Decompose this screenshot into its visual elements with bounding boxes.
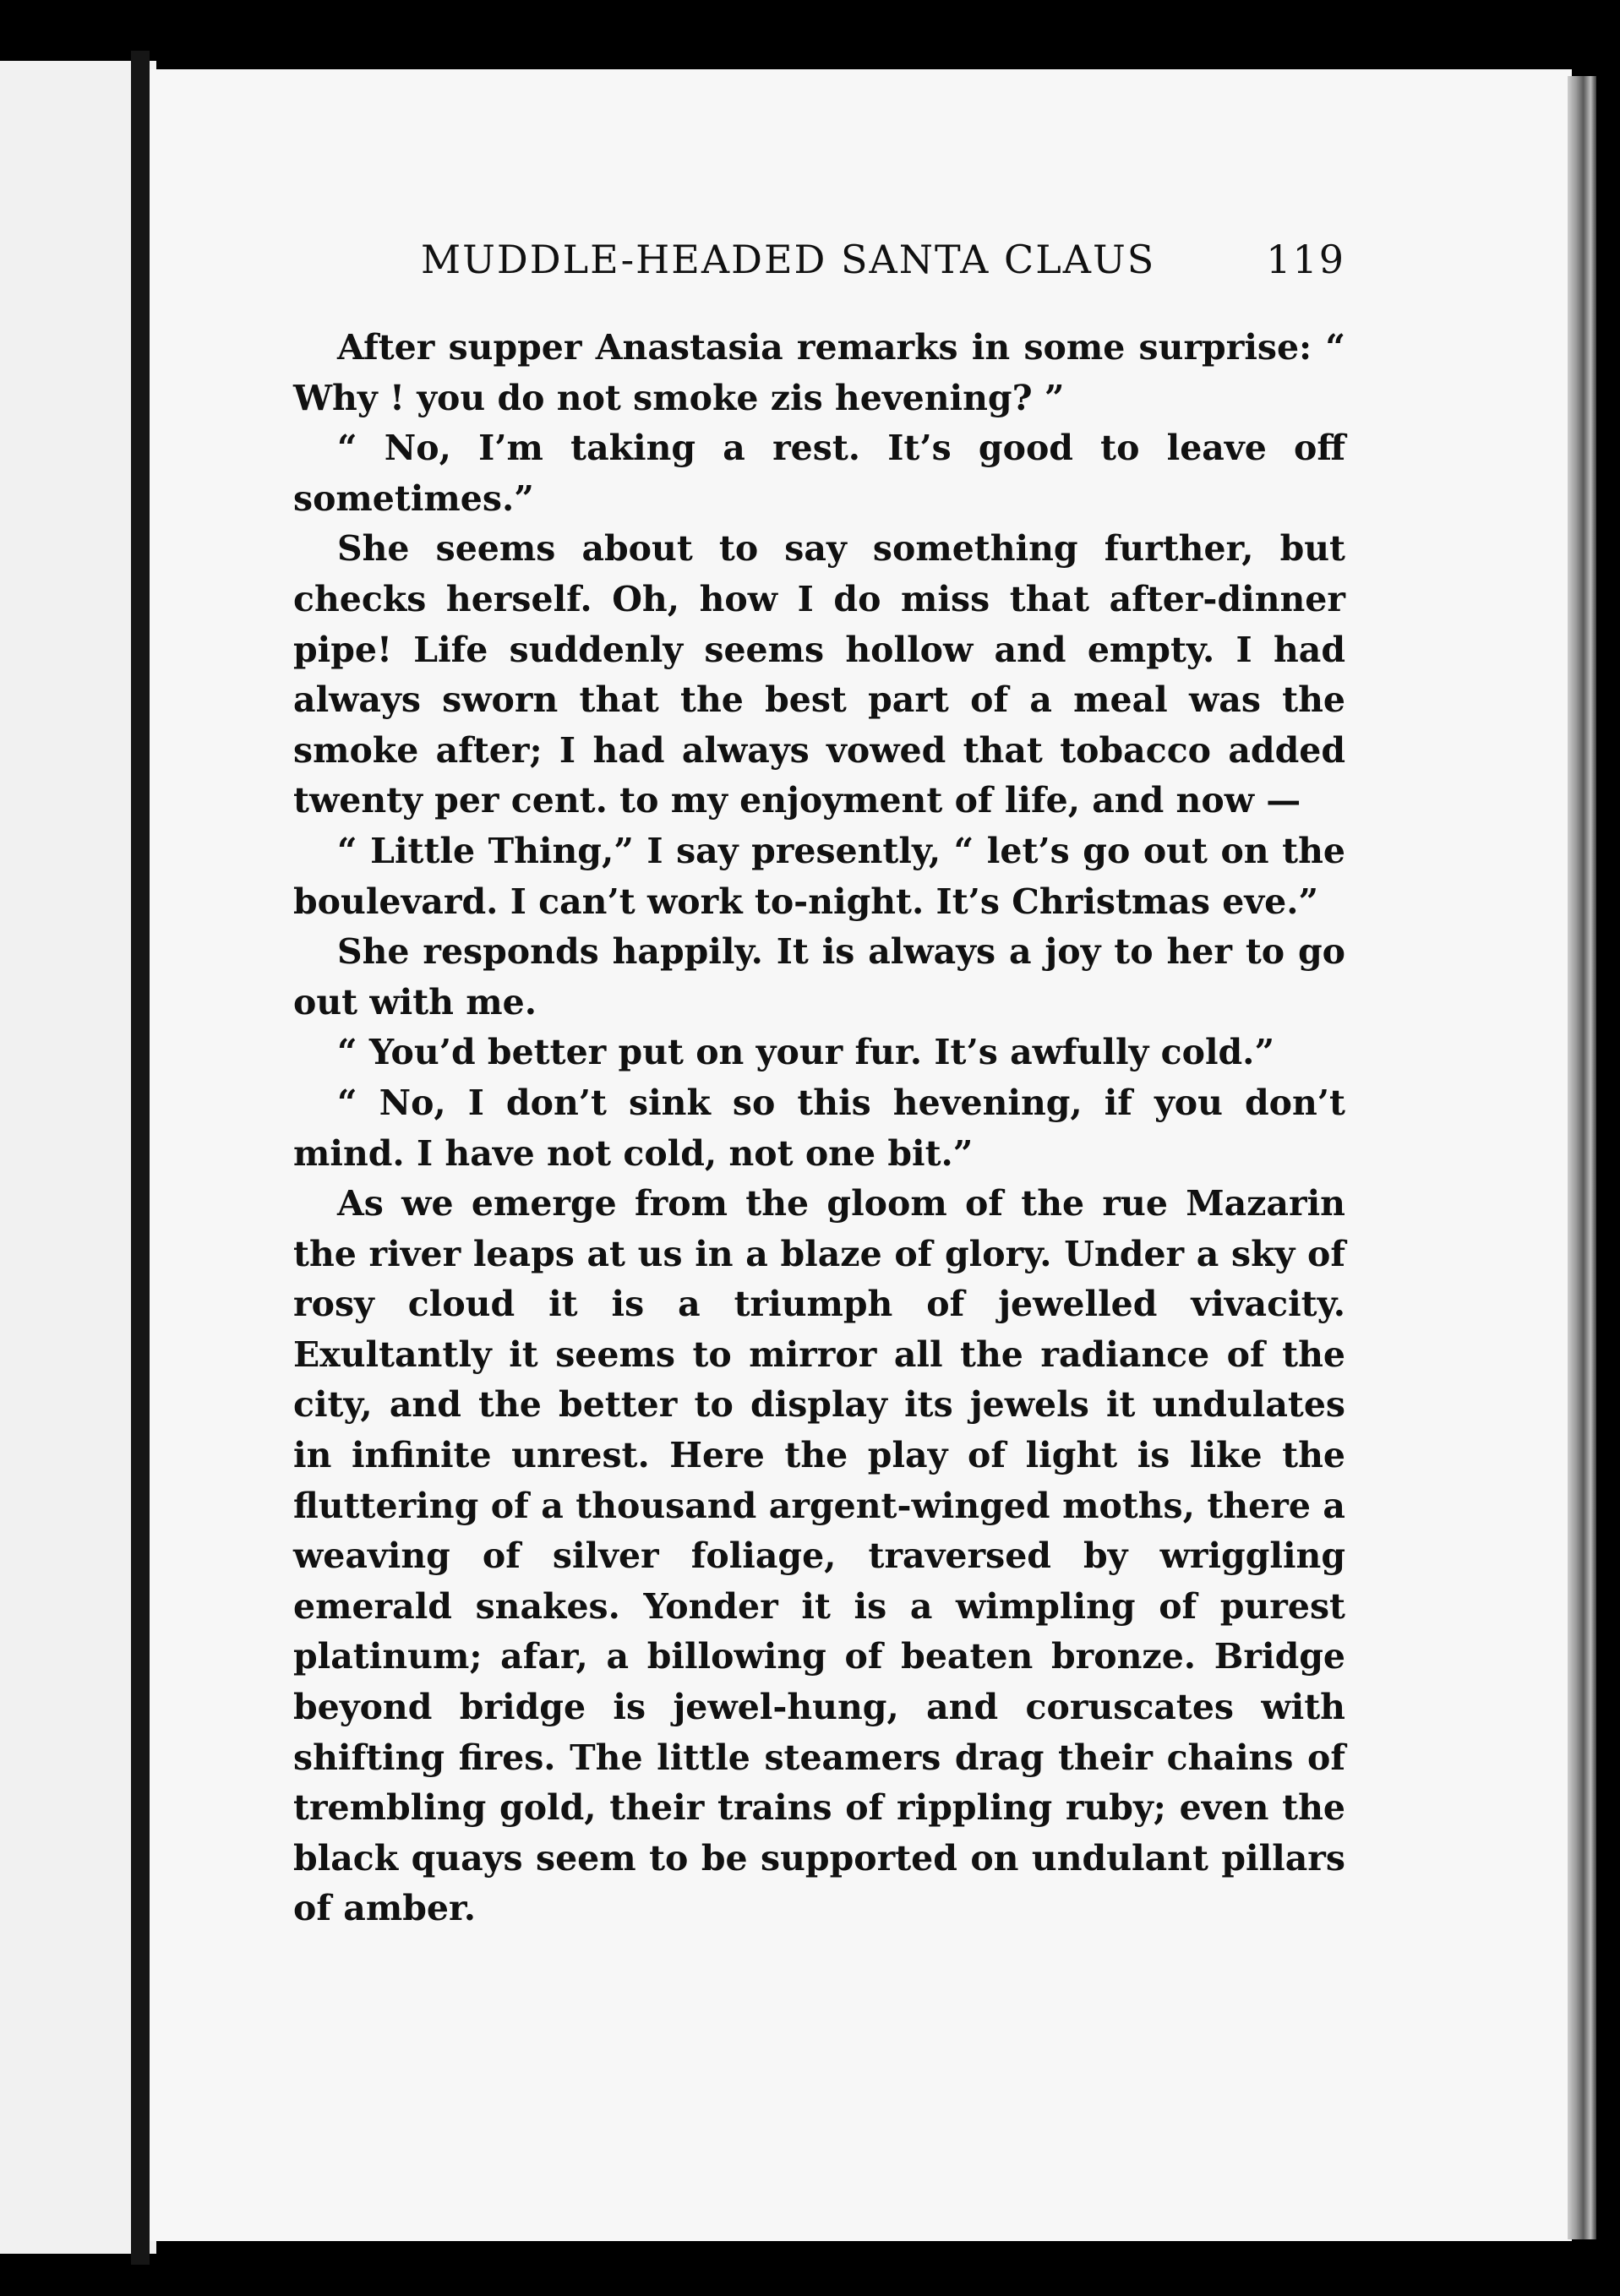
paragraph: She responds happily. It is always a joy to her to go out with me.: [293, 931, 1345, 1023]
page-number: 119: [1266, 237, 1345, 282]
paragraph: After supper Anastasia remarks in some surprise: “ Why ! you do not smoke zis hevening? ”: [293, 327, 1345, 418]
page-edge-shadow: [1568, 76, 1596, 2239]
body-text: [293, 323, 1345, 1934]
paragraph: “ Little Thing,” I say presently, “ let’s go out on the boulevard. I can’t work to-night. It’s Christmas eve.”: [293, 830, 1345, 922]
paragraph: “ No, I’m taking a rest. It’s good to leave off sometimes.”: [293, 428, 1345, 519]
book-gutter: [131, 51, 150, 2265]
paragraph: “ You’d better put on your fur. It’s awfully cold.”: [337, 1032, 1275, 1073]
paragraph: She seems about to say something further, but checks herself. Oh, how I do miss that after-dinner pipe! Life suddenly seems hollow and empty. I had always sworn that the best part of a meal was the smoke after; I had always vowed that tobacco added twenty per cent. to my enjoyment of life, and now —: [293, 528, 1345, 821]
paragraph: “ No, I don’t sink so this hevening, if you don’t mind. I have not cold, not one bit.”: [293, 1082, 1345, 1174]
running-head: [421, 230, 1345, 289]
paragraph: As we emerge from the gloom of the rue Mazarin the river leaps at us in a blaze of glory. Under a sky of rosy cloud it is a triumph of jewelled vivacity. Exultantly it seems to mirror all the radiance of the city, and the better to display its jewels it undulates in infinite unrest. Here the play of light is like the fluttering of a thousand argent-winged moths, there a weaving of silver foliage, traversed by wriggling emerald snakes. Yonder it is a wimpling of purest platinum; afar, a billowing of beaten bronze. Bridge beyond bridge is jewel-hung, and coruscates with shifting fires. The little steamers drag their chains of trembling gold, their trains of rippling ruby; even the black quays seem to be supported on undulant pillars of amber.: [293, 1183, 1345, 1929]
running-title: MUDDLE-HEADED SANTA CLAUS: [421, 237, 1156, 282]
